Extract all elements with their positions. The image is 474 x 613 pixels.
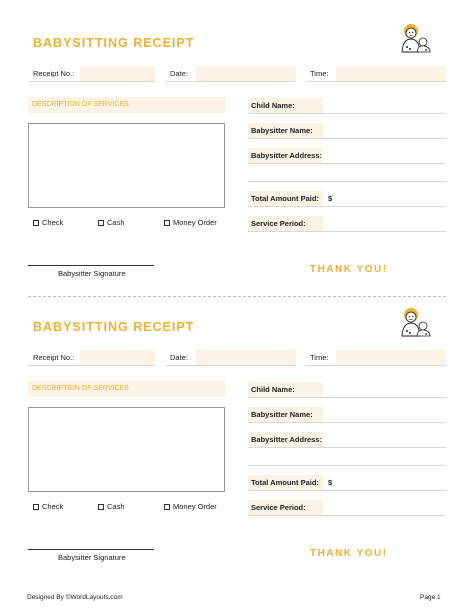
receipt-no-underline	[28, 365, 155, 366]
date-underline	[166, 365, 296, 366]
date-underline	[166, 81, 296, 82]
description-box[interactable]	[28, 407, 225, 492]
babysitter-address-line-1[interactable]	[248, 163, 446, 164]
time-field[interactable]	[336, 350, 446, 365]
date-label: Date:	[170, 69, 188, 78]
babysitter-name-label: Babysitter Name:	[248, 123, 323, 138]
service-period-line[interactable]	[248, 231, 446, 232]
receipt-title: BABYSITTING RECEIPT	[33, 320, 195, 334]
total-amount-label: Total Amount Paid:	[248, 191, 323, 206]
checkbox-icon[interactable]	[164, 504, 170, 510]
babysitter-address-line-2[interactable]	[248, 465, 446, 466]
payment-option-cash[interactable]	[98, 502, 125, 511]
payment-option-label: Cash	[107, 218, 125, 227]
babysitter-with-baby-icon	[397, 306, 433, 340]
signature-label: Babysitter Signature	[58, 269, 126, 278]
babysitter-with-baby-icon	[397, 22, 433, 56]
service-period-label: Service Period:	[248, 216, 323, 231]
payment-option-label: Money Order	[173, 218, 217, 227]
time-field[interactable]	[336, 66, 446, 81]
babysitter-address-label: Babysitter Address:	[248, 148, 323, 163]
payment-option-label: Check	[42, 218, 64, 227]
payment-option-label: Cash	[107, 502, 125, 511]
currency-symbol: $	[328, 478, 333, 487]
receipt-title: BABYSITTING RECEIPT	[33, 36, 195, 50]
description-header: DESCRIPTION OF SERVICES	[28, 97, 225, 113]
total-amount-line[interactable]	[248, 206, 446, 207]
babysitter-name-line[interactable]	[248, 422, 446, 423]
child-name-label: Child Name:	[248, 382, 323, 397]
date-label: Date:	[170, 353, 188, 362]
babysitter-name-label: Babysitter Name:	[248, 407, 323, 422]
checkbox-icon[interactable]	[98, 504, 104, 510]
payment-option-check[interactable]	[33, 502, 63, 511]
thank-you-text: THANK YOU!	[310, 548, 388, 559]
receipt-no-field[interactable]	[80, 350, 155, 365]
time-label: Time:	[310, 69, 329, 78]
checkbox-icon[interactable]	[33, 504, 39, 510]
child-name-line[interactable]	[248, 397, 446, 398]
total-amount-line[interactable]	[248, 490, 446, 491]
description-box[interactable]	[28, 123, 225, 208]
service-period-label: Service Period:	[248, 500, 323, 515]
receipt-no-label: Receipt No.:	[33, 353, 75, 362]
payment-option-cash[interactable]	[98, 218, 125, 227]
receipt-no-label: Receipt No.:	[33, 69, 75, 78]
signature-line[interactable]	[28, 549, 154, 550]
babysitter-name-line[interactable]	[248, 138, 446, 139]
time-label: Time:	[310, 353, 329, 362]
payment-option-money-order[interactable]	[164, 502, 217, 511]
babysitter-address-label: Babysitter Address:	[248, 432, 323, 447]
checkbox-icon[interactable]	[164, 220, 170, 226]
checkbox-icon[interactable]	[33, 220, 39, 226]
receipt-1	[0, 0, 474, 284]
signature-label: Babysitter Signature	[58, 553, 126, 562]
payment-option-label: Check	[42, 502, 64, 511]
payment-option-check[interactable]	[33, 218, 63, 227]
receipt-2	[0, 284, 474, 568]
child-name-line[interactable]	[248, 113, 446, 114]
page-number: Page 1	[420, 594, 441, 601]
checkbox-icon[interactable]	[98, 220, 104, 226]
signature-line[interactable]	[28, 265, 154, 266]
payment-option-money-order[interactable]	[164, 218, 217, 227]
child-name-label: Child Name:	[248, 98, 323, 113]
thank-you-text: THANK YOU!	[310, 264, 388, 275]
service-period-line[interactable]	[248, 515, 446, 516]
currency-symbol: $	[328, 194, 333, 203]
description-header: DESCRIPTION OF SERVICES	[28, 381, 225, 397]
footer-credit: Designed By ©WordLayouts.com	[27, 594, 123, 601]
date-field[interactable]	[196, 350, 296, 365]
time-underline	[306, 365, 446, 366]
babysitter-address-line-2[interactable]	[248, 181, 446, 182]
babysitter-address-line-1[interactable]	[248, 447, 446, 448]
payment-option-label: Money Order	[173, 502, 217, 511]
time-underline	[306, 81, 446, 82]
receipt-no-underline	[28, 81, 155, 82]
date-field[interactable]	[196, 66, 296, 81]
receipt-no-field[interactable]	[80, 66, 155, 81]
total-amount-label: Total Amount Paid:	[248, 475, 323, 490]
